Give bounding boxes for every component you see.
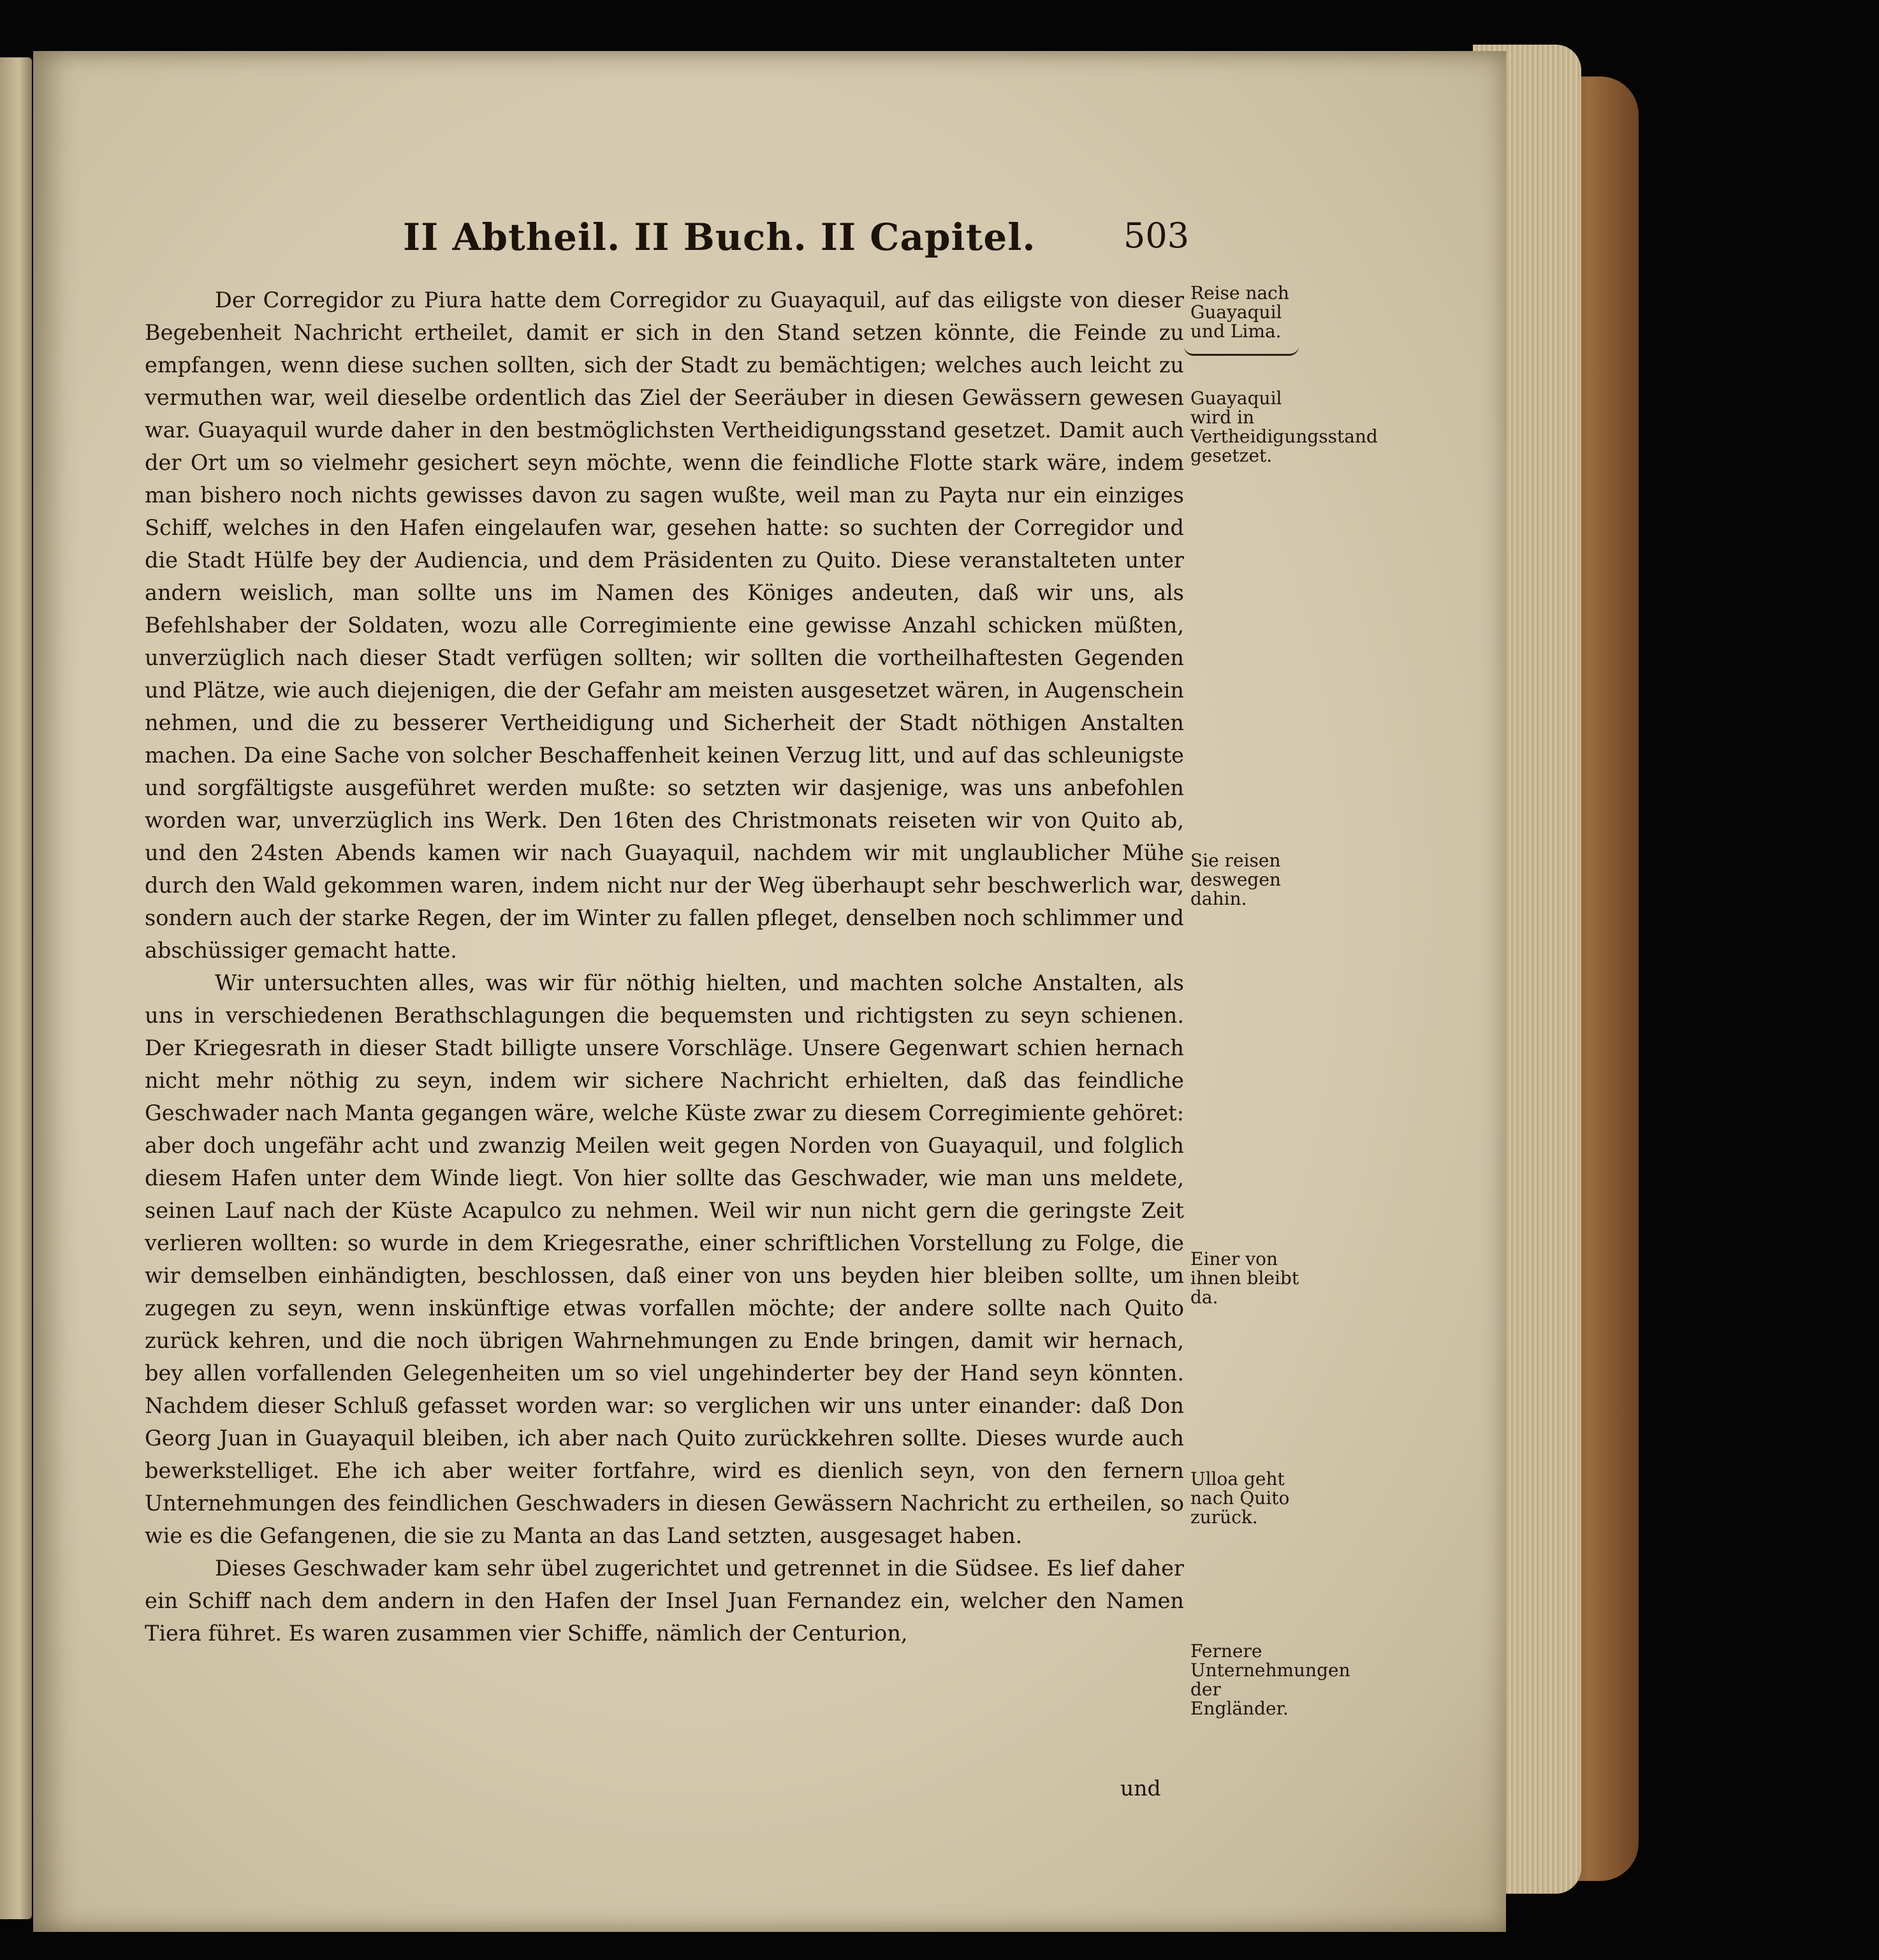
book-page xyxy=(33,51,1506,1932)
catchword: und xyxy=(1120,1776,1161,1801)
page-header xyxy=(403,216,1190,267)
margin-note: Reise nach Guayaquil und Lima. xyxy=(1190,282,1289,342)
margin-brace xyxy=(1184,346,1299,356)
facing-page-edge xyxy=(0,57,32,1919)
paragraph-1: Der Corregidor zu Piura hatte dem Corregidor zu Guayaquil, auf das eiligste von dieser Begebenheit Nachricht ertheilet, damit er sich in den Stand setzen könnte, die Feinde zu empfangen, wenn diese suchen sollten, sich der Stadt zu bemächtigen; welches auch leicht zu vermuthen war, weil dieselbe ordentlich das Ziel der Seeräuber in diesen Gewässern gewesen war. Guayaquil wurde daher in den bestmöglichsten Vertheidigungsstand gesetzet. Damit auch der Ort um so vielmehr gesichert seyn möchte, wenn die feindliche Flotte stark wäre, indem man bishero noch nichts gewisses davon zu sagen wußte, weil man zu Payta nur ein einziges Schiff, welches in den Hafen eingelaufen war, gesehen hatte: so suchten der Corregidor und die Stadt Hülfe bey der Audiencia, und dem Präsidenten zu Quito. Diese veranstalteten unter andern weislich, man sollte uns im Namen des Königes andeuten, daß wir uns, als Befehlshaber der Soldaten, wozu alle Corregimiente eine gewisse Anzahl schicken müßten, unverzüglich nach dieser Stadt verfügen sollten; wir sollten die vortheilhaftesten Gegenden und Plätze, wie auch diejenigen, die der Gefahr am meisten ausgesetzet wären, in Augenschein nehmen, und die zu besserer Vertheidigung und Sicherheit der Stadt nöthigen Anstalten machen. Da eine Sache von solcher Beschaffenheit keinen Verzug litt, und auf das schleunigste und sorgfältigste ausgeführet werden mußte: so setzten wir dasjenige, was uns anbefohlen worden war, unverzüglich ins Werk. Den 16ten des Christmonats reiseten wir von Quito ab, und den 24sten Abends kamen wir nach Guayaquil, nachdem wir mit unglaublicher Mühe durch den Wald gekommen waren, indem nicht nur der Weg überhaupt sehr beschwerlich war, sondern auch der starke Regen, der im Winter zu fallen pfleget, denselben noch schlimmer und abschüssiger gemacht hatte. xyxy=(145,288,1184,963)
margin-note: Sie reisen deswegen dahin. xyxy=(1190,850,1281,909)
main-text xyxy=(145,284,1184,1649)
paragraph-2: Wir untersuchten alles, was wir für nöthig hielten, und machten solche Anstalten, als uns in verschiedenen Berathschlagungen die bequemsten und richtigsten zu seyn schienen. Der Kriegesrath in dieser Stadt billigte unsere Vorschläge. Unsere Gegenwart schien hernach nicht mehr nöthig zu seyn, indem wir sichere Nachricht erhielten, daß das feindliche Geschwader nach Manta gegangen wäre, welche Küste zwar zu diesem Corregimiente gehöret: aber doch ungefähr acht und zwanzig Meilen weit gegen Norden von Guayaquil, und folglich diesem Hafen unter dem Winde liegt. Von hier sollte das Geschwader, wie man uns meldete, seinen Lauf nach der Küste Acapulco zu nehmen. Weil wir nun nicht gern die geringste Zeit verlieren wollten: so wurde in dem Kriegesrathe, einer schriftlichen Vorstellung zu Folge, die wir demselben einhändigten, beschlossen, daß einer von uns beyden hier bleiben sollte, um zugegen zu seyn, wenn inskünftige etwas vorfallen möchte; der andere sollte nach Quito zurück kehren, und die noch übrigen Wahrnehmungen zu Ende bringen, damit wir hernach, bey allen vorfallenden Gelegenheiten um so viel ungehinderter bey der Hand seyn könnten. Nachdem dieser Schluß gefasset worden war: so verglichen wir uns unter einander: daß Don Georg Juan in Guayaquil bleiben, ich aber nach Quito zurückkehren sollte. Dieses wurde auch bewerkstelliget. Ehe ich aber weiter fortfahre, wird es dienlich seyn, von den fernern Unternehmungen des feindlichen Geschwaders in diesen Gewässern Nachricht zu ertheilen, so wie es die Gefangenen, die sie zu Manta an das Land setzten, ausgesaget haben. xyxy=(145,970,1184,1548)
page-number: 503 xyxy=(1123,216,1190,256)
margin-note: Fernere Unternehmungen der Engländer. xyxy=(1190,1641,1350,1719)
margin-note: Ulloa geht nach Quito zurück. xyxy=(1190,1468,1290,1528)
running-title: II Abtheil. II Buch. II Capitel. xyxy=(403,216,1036,259)
margin-note: Einer von ihnen bleibt da. xyxy=(1190,1248,1299,1308)
margin-note: Guayaquil wird in Vertheidigungsstand gesetzet. xyxy=(1190,388,1378,466)
paragraph-3: Dieses Geschwader kam sehr übel zugerichtet und getrennet in die Südsee. Es lief daher ein Schiff nach dem andern in den Hafen der Insel Juan Fernandez ein, welcher den Namen Tiera führet. Es waren zusammen vier Schiffe, nämlich der Centurion, xyxy=(145,1556,1184,1646)
